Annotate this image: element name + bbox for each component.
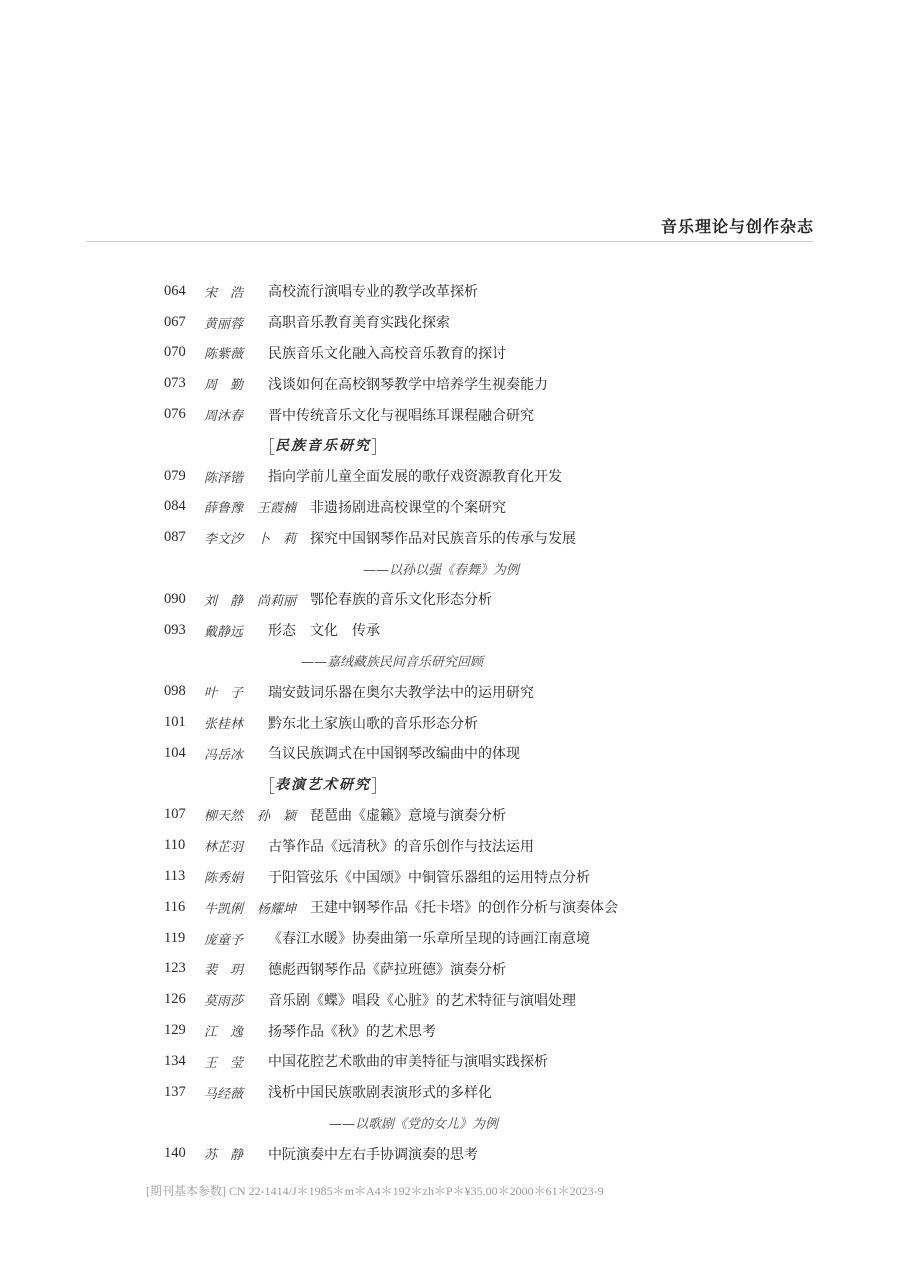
- page-number: 110: [164, 837, 186, 854]
- article-title: 高校流行演唱专业的教学改革探析: [268, 284, 478, 301]
- toc-entry[interactable]: [164, 1015, 784, 1046]
- author: 牛凯俐: [204, 901, 244, 917]
- toc-entry[interactable]: [164, 800, 784, 831]
- toc-entry[interactable]: [164, 399, 784, 430]
- article-title: 于阳管弦乐《中国颂》中铜管乐器组的运用特点分析: [268, 869, 590, 886]
- page-number: 084: [164, 498, 186, 515]
- bracket-open: ［: [258, 776, 275, 797]
- article-subtitle: ——以孙以强《春舞》为例: [363, 563, 520, 579]
- page-number: 067: [164, 313, 186, 330]
- article-title: 高职音乐教育美育实践化探索: [268, 315, 450, 332]
- author: 林芷羽: [204, 840, 244, 856]
- toc-entry[interactable]: [164, 1138, 784, 1169]
- author: 宋 浩: [204, 285, 244, 301]
- toc-entry[interactable]: [164, 738, 784, 769]
- toc-entry[interactable]: [164, 954, 784, 985]
- article-title: 王建中钢琴作品《托卡塔》的创作分析与演奏体会: [310, 900, 619, 917]
- author: 柳天然: [204, 809, 244, 825]
- author: 李文汐: [204, 532, 244, 548]
- toc-entry[interactable]: [164, 861, 784, 892]
- page-number: 129: [164, 1022, 186, 1039]
- article-title: 浅析中国民族歌剧表演形式的多样化: [268, 1085, 492, 1102]
- header-rule: [86, 241, 814, 242]
- article-title: 浅谈如何在高校钢琴教学中培养学生视奏能力: [268, 376, 548, 393]
- page-number: 126: [164, 991, 186, 1008]
- author: 薛鲁豫: [204, 501, 244, 517]
- page-number: 116: [164, 898, 186, 915]
- article-title: 指向学前儿童全面发展的歌仔戏资源教育化开发: [268, 469, 562, 486]
- article-title: 古筝作品《远清秋》的音乐创作与技法运用: [268, 838, 534, 855]
- page-number: 140: [164, 1145, 186, 1162]
- article-title: 瑞安鼓词乐器在奥尔夫教学法中的运用研究: [268, 684, 534, 701]
- article-title: 德彪西钢琴作品《萨拉班德》演奏分析: [268, 961, 506, 978]
- toc-entry[interactable]: [164, 492, 784, 523]
- toc-entry[interactable]: [164, 307, 784, 338]
- author: 叶 子: [204, 686, 244, 702]
- toc-entry[interactable]: [164, 1046, 784, 1077]
- toc-entry[interactable]: [164, 368, 784, 399]
- page-number: 093: [164, 621, 186, 638]
- article-title: 刍议民族调式在中国钢琴改编曲中的体现: [268, 746, 520, 763]
- author: 苏 静: [204, 1148, 244, 1164]
- journal-parameters-footer: [期刊基本参数] CN 22-1414/J＊1985＊m＊A4＊192＊zh＊P＊¥35.00＊2000＊61＊2023-9: [146, 1184, 604, 1198]
- author: 冯岳冰: [204, 747, 244, 763]
- page-number: 079: [164, 467, 186, 484]
- article-title: 民族音乐文化融入高校音乐教育的探讨: [268, 345, 506, 362]
- article-title: 黔东北土家族山歌的音乐形态分析: [268, 715, 478, 732]
- page-number: 137: [164, 1083, 186, 1100]
- author: 王 莹: [204, 1055, 244, 1071]
- co-author: 王霞楠: [257, 501, 297, 517]
- author: 庞童予: [204, 932, 244, 948]
- toc-entry[interactable]: [164, 276, 784, 307]
- article-title: 琵琶曲《虚籁》意境与演奏分析: [310, 807, 507, 824]
- page-number: 073: [164, 375, 186, 392]
- co-author: 尚莉丽: [257, 593, 297, 609]
- co-author: 杨耀坤: [257, 901, 297, 917]
- table-of-contents: [164, 276, 784, 1169]
- toc-entry[interactable]: [164, 923, 784, 954]
- toc-entry[interactable]: [164, 830, 784, 861]
- page-number: 119: [164, 929, 186, 946]
- section-title: 民族音乐研究: [275, 438, 371, 455]
- toc-entry[interactable]: [164, 461, 784, 492]
- author: 张桂林: [204, 717, 244, 733]
- author: 莫雨莎: [204, 994, 244, 1010]
- section-heading: [164, 430, 784, 461]
- author: 马经薇: [204, 1086, 244, 1102]
- article-title: 中国花腔艺术歌曲的审美特征与演唱实践探析: [268, 1054, 548, 1071]
- author: 江 逸: [204, 1025, 244, 1041]
- toc-entry[interactable]: [164, 707, 784, 738]
- author: 戴静远: [204, 624, 244, 640]
- author: 陈泽锴: [204, 470, 244, 486]
- page-number: 107: [164, 806, 186, 823]
- bracket-close: ］: [371, 776, 388, 797]
- journal-title: 音乐理论与创作杂志: [660, 217, 814, 236]
- article-title: 鄂伦春族的音乐文化形态分析: [310, 592, 493, 609]
- bracket-close: ］: [371, 437, 388, 458]
- bracket-open: ［: [258, 437, 275, 458]
- section-title: 表演艺术研究: [275, 777, 371, 794]
- toc-entry[interactable]: [164, 615, 784, 646]
- page-number: 134: [164, 1052, 186, 1069]
- co-author: 卜 莉: [257, 532, 297, 548]
- page-number: 113: [164, 868, 186, 885]
- page-number: 090: [164, 590, 186, 607]
- author: 陈秀娟: [204, 871, 244, 887]
- article-title: 形态 文化 传承: [268, 623, 380, 640]
- author: 陈紫薇: [204, 347, 244, 363]
- author: 黄丽蓉: [204, 316, 244, 332]
- page-number: 070: [164, 344, 186, 361]
- article-title: 探究中国钢琴作品对民族音乐的传承与发展: [310, 530, 577, 547]
- toc-entry[interactable]: [164, 1077, 784, 1108]
- article-title: 音乐剧《蝶》唱段《心脏》的艺术特征与演唱处理: [268, 992, 576, 1009]
- article-title: 非遗扬剧进高校课堂的个案研究: [310, 499, 507, 516]
- page-number: 104: [164, 744, 186, 761]
- article-title: 中阮演奏中左右手协调演奏的思考: [268, 1146, 478, 1163]
- co-author: 孙 颖: [257, 809, 297, 825]
- page-number: 098: [164, 683, 186, 700]
- article-title: 晋中传统音乐文化与视唱练耳课程融合研究: [268, 407, 534, 424]
- article-subtitle: ——嘉绒藏族民间音乐研究回顾: [301, 655, 484, 671]
- article-subtitle: ——以歌剧《党的女儿》为例: [329, 1117, 499, 1133]
- toc-entry[interactable]: [164, 984, 784, 1015]
- toc-entry[interactable]: [164, 676, 784, 707]
- section-heading: [164, 769, 784, 800]
- page-number: 064: [164, 282, 186, 299]
- page-number: 101: [164, 714, 186, 731]
- toc-entry[interactable]: [164, 522, 784, 553]
- author: 裴 玥: [204, 963, 244, 979]
- page-number: 087: [164, 529, 186, 546]
- page-number: 076: [164, 406, 186, 423]
- toc-entry[interactable]: [164, 892, 784, 923]
- article-title: 扬琴作品《秋》的艺术思考: [268, 1023, 436, 1040]
- page-number: 123: [164, 960, 186, 977]
- toc-entry[interactable]: [164, 338, 784, 369]
- article-title: 《春江水暖》协奏曲第一乐章所呈现的诗画江南意境: [268, 931, 590, 948]
- author: 周沐春: [204, 409, 244, 425]
- toc-entry[interactable]: [164, 584, 784, 615]
- author: 刘 静: [204, 593, 244, 609]
- author: 周 勤: [204, 378, 244, 394]
